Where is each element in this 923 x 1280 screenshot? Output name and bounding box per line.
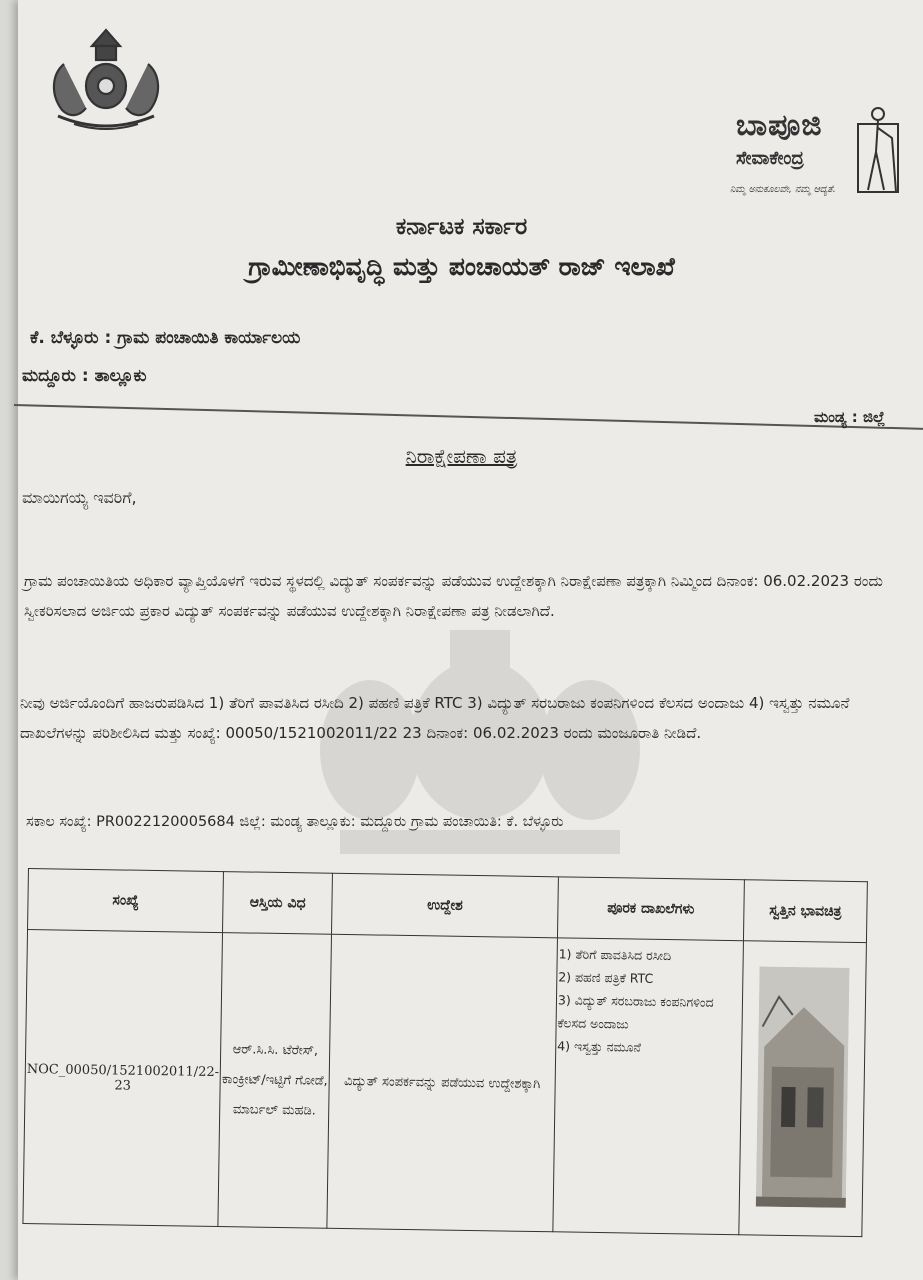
document-item: 1) ತೆರಿಗೆ ಪಾವತಿಸಿದ ರಸೀದಿ (558, 946, 672, 964)
cell-property-type: ಆರ್.ಸಿ.ಸಿ. ಟೆರೇಸ್, ಕಾಂಕ್ರೀಟ್/ಇಟ್ಟಿಗೆ ಗೋಡೆ, ಮಾರ್ಬಲ್ ಮಹಡಿ. (218, 933, 331, 1229)
document-item: 3) ವಿದ್ಯುತ್ ಸರಬರಾಜು ಕಂಪನಿಗಳಿಂದ ಕೆಲಸದ ಅಂದಾಜು (557, 992, 714, 1032)
logo-tagline: ನಿಮ್ಮ ಅನುಕೂಲವೇ, ನಮ್ಮ ಆದ್ಯತೆ. (730, 184, 836, 195)
body-paragraph-2: ನೀವು ಅರ್ಜಿಯೊಂದಿಗೆ ಹಾಜರುಪಡಿಸಿದ 1) ತೆರಿಗೆ ಪಾವತಿಸಿದ ರಸೀದಿ 2) ಪಹಣಿ ಪತ್ರಿಕೆ RTC 3) ವಿದ್ಯುತ್ ಸರಬರಾಜು ಕಂಪನಿಗಳಿಂದ ಕೆಲಸದ ಅಂದಾಜು 4) ಇಸ್ವತ್ತು ನಮೂನೆ ದಾಖಲೆಗಳನ್ನು ಪರಿಶೀಲಿಸಿದ ಮತ್ತು ಸಂಖ್ಯೆ: 00050/1521002011/22 23 ದಿನಾಂಕ: 06.02.2023 ರಂದು ಮಂಜೂರಾತಿ ನೀಡಿದೆ. (20, 694, 850, 742)
header-photo: ಸ್ವತ್ತಿನ ಭಾವಚಿತ್ರ (743, 880, 867, 943)
subject-heading (0, 444, 923, 468)
district-line: ಮಂಡ್ಯ : ಜಿಲ್ಲೆ (814, 408, 886, 426)
bapuji-sevakendra-logo (724, 104, 904, 214)
cell-documents (553, 938, 744, 1235)
gandhi-figure-icon (856, 104, 902, 194)
cell-noc-number: NOC_00050/1521002011/22-23 (23, 930, 223, 1227)
header-purpose: ಉದ್ದೇಶ (332, 873, 559, 938)
document-item: 2) ಪಹಣಿ ಪತ್ರಿಕೆ RTC (558, 969, 654, 986)
table-row (23, 930, 867, 1237)
noc-details-table (22, 868, 867, 1237)
property-photo-image (756, 966, 850, 1207)
government-title: ಕರ್ನಾಟಕ ಸರ್ಕಾರ (395, 214, 528, 240)
logo-subtitle: ಸೇವಾಕೇಂದ್ರ (736, 148, 804, 169)
logo-title: ಬಾಪೂಜಿ (736, 108, 823, 143)
cell-property-photo (739, 941, 867, 1237)
sakala-reference-line: ಸಕಾಲ ಸಂಖ್ಯೆ: PR0022120005684 ಜಿಲ್ಲೆ: ಮಂಡ್ಯ ತಾಲ್ಲೂಕು: ಮದ್ದೂರು ಗ್ರಾಮ ಪಂಚಾಯಿತಿ: ಕೆ. ಬೆಳ್ಳೂರು (26, 814, 564, 830)
body-paragraph-1: ಗ್ರಾಮ ಪಂಚಾಯಿತಿಯ ಅಧಿಕಾರ ವ್ಯಾಪ್ತಿಯೊಳಗೆ ಇರುವ ಸ್ಥಳದಲ್ಲಿ ವಿದ್ಯುತ್ ಸಂಪರ್ಕವನ್ನು ಪಡೆಯುವ ಉದ್ದೇಶಕ್ಕಾಗಿ ನಿರಾಕ್ಷೇಪಣಾ ಪತ್ರಕ್ಕಾಗಿ ನಿಮ್ಮಿಂದ ದಿನಾಂಕ: 06.02.2023 ರಂದು ಸ್ವೀಕರಿಸಲಾದ ಅರ್ಜಿಯ ಪ್ರಕಾರ ವಿದ್ಯುತ್ ಸಂಪರ್ಕವನ್ನು ಪಡೆಯುವ ಉದ್ದೇಶಕ್ಕಾಗಿ ನಿರಾಕ್ಷೇಪಣಾ ಪತ್ರ ನೀಡಲಾಗಿದೆ. (24, 572, 883, 620)
office-line: ಕೆ. ಬೆಳ್ಳೂರು : ಗ್ರಾಮ ಪಂಚಾಯಿತಿ ಕಾರ್ಯಾಲಯ (30, 328, 301, 348)
karnataka-emblem-icon (44, 24, 168, 132)
document-item: 4) ಇಸ್ವತ್ತು ನಮೂನೆ (557, 1038, 642, 1055)
header-property-type: ಆಸ್ತಿಯ ವಿಧ (223, 872, 333, 935)
header-number: ಸಂಖ್ಯೆ (28, 869, 224, 933)
cell-purpose: ವಿದ್ಯುತ್ ಸಂಪರ್ಕವನ್ನು ಪಡೆಯುವ ಉದ್ದೇಶಕ್ಕಾಗಿ (327, 934, 557, 1232)
header-documents: ಪೂರಕ ದಾಖಲೆಗಳು (557, 877, 744, 941)
taluk-line: ಮದ್ದೂರು : ತಾಲ್ಲೂಕು (22, 366, 147, 386)
department-title: ಗ್ರಾಮೀಣಾಭಿವೃದ್ಧಿ ಮತ್ತು ಪಂಚಾಯತ್ ರಾಜ್ ಇಲಾಖೆ (248, 252, 675, 281)
salutation: ಮಾಯಿಗಯ್ಯ ಇವರಿಗೆ, (22, 488, 137, 507)
subject-text: ನಿರಾಕ್ಷೇಪಣಾ ಪತ್ರ (405, 444, 518, 468)
